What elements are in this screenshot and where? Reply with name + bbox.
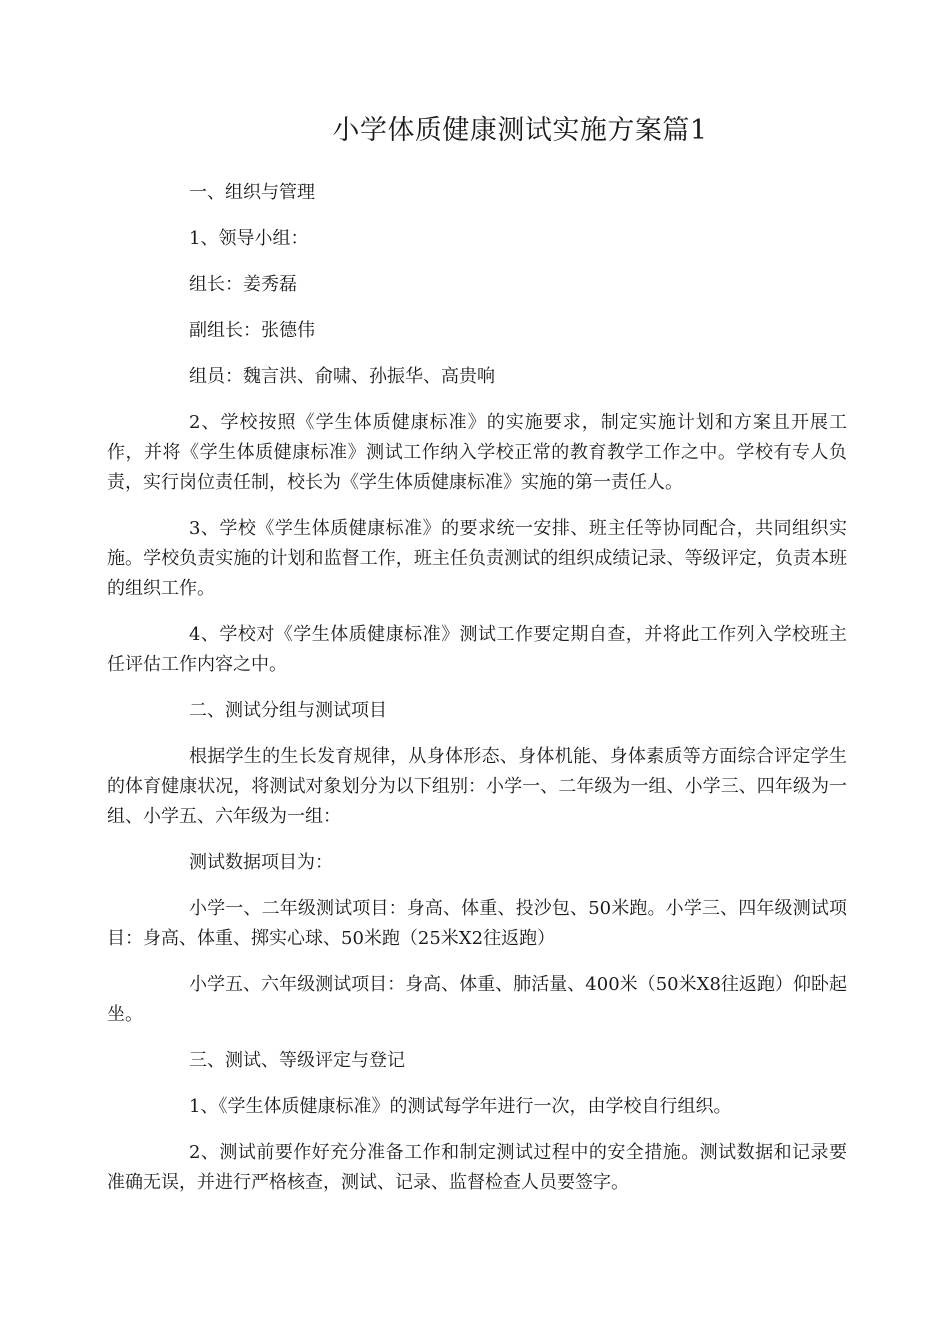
paragraph-group-leader: 组长：姜秀磊 [189,274,297,295]
section-heading-test-groups: 二、测试分组与测试项目 [189,700,387,721]
paragraph-group-members: 组员：魏言洪、俞啸、孙振华、高贵响 [189,366,495,387]
paragraph-item-4: 4、学校对《学生体质健康标准》测试工作要定期自查，并将此工作列入学校班主任评估工作内容之中。 [107,624,847,675]
document-title: 小学体质健康测试实施方案篇1 [332,115,708,146]
paragraph-preparation: 2、测试前要作好充分准备工作和制定测试过程中的安全措施。测试数据和记录要准确无误，并进行严格核查，测试、记录、监督检查人员要签字。 [107,1142,847,1193]
section-heading-organization: 一、组织与管理 [189,182,315,203]
paragraph-grouping: 根据学生的生长发育规律，从身体形态、身体机能、身体素质等方面综合评定学生的体育健康状况，将测试对象划分为以下组别：小学一、二年级为一组、小学三、四年级为一组、小学五、六年级为一组： [107,746,847,827]
paragraph-test-items-grades-1-4: 小学一、二年级测试项目：身高、体重、投沙包、50米跑。小学三、四年级测试项目：身高、体重、掷实心球、50米跑（25米X2往返跑） [107,898,847,949]
paragraph-test-items-intro: 测试数据项目为： [189,852,333,873]
document-body [107,178,847,1214]
paragraph-annual-test: 1、《学生体质健康标准》的测试每学年进行一次，由学校自行组织。 [189,1096,732,1117]
section-heading-testing-grading: 三、测试、等级评定与登记 [189,1050,405,1071]
paragraph-item-3: 3、学校《学生体质健康标准》的要求统一安排、班主任等协同配合，共同组织实施。学校负责实施的计划和监督工作，班主任负责测试的组织成绩记录、等级评定，负责本班的组织工作。 [107,518,847,599]
paragraph-test-items-grades-5-6: 小学五、六年级测试项目：身高、体重、肺活量、400米（50米X8往返跑）仰卧起坐。 [107,974,847,1025]
paragraph-leadership-group: 1、领导小组： [189,228,309,249]
paragraph-item-2: 2、学校按照《学生体质健康标准》的实施要求，制定实施计划和方案且开展工作，并将《学生体质健康标准》测试工作纳入学校正常的教育教学工作之中。学校有专人负责，实行岗位责任制，校长为《学生体质健康标准》实施的第一责任人。 [107,412,847,493]
paragraph-deputy-leader: 副组长：张德伟 [189,320,315,341]
